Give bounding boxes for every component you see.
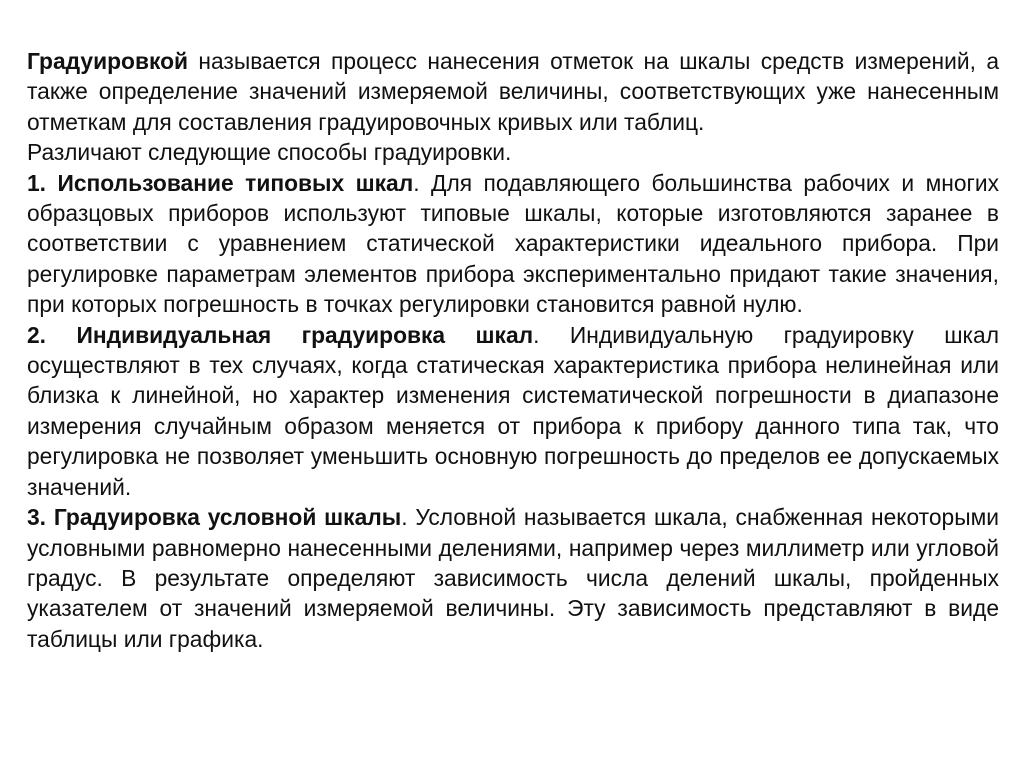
method-1-title: 1. Использование типовых шкал [27,169,414,196]
paragraph-text: . Условной называется шкала, снабженная некоторыми условными равномерно нанесенными делениями, например через миллиметр или угловой градус. В результате определяют зависимость числа делений шкалы, пройденных указателем от значений измеряемой величины. Эту зависимость представляют в виде таблицы или графика. [27,504,999,652]
method-2-title: 2. Индивидуальная градуировка шкал [27,321,534,348]
paragraph-text: . Для подавляющего большинства рабочих и многих образцовых приборов используют типовые шкалы, которые изготовляются заранее в соответствии с уравнением статической характеристики идеального прибора. При регулировке параметрам элементов прибора экспериментально придают такие значения, при которых погрешность в точках регулировки становится равной нулю. [27,169,999,318]
term-label: Градуировкой [27,48,189,74]
paragraph-text: . Индивидуальную градуировку шкал осуществляют в тех случаях, когда статическая характеристика прибора нелинейная или близка к линейной, но характер изменения систематической погрешности в диапазоне измерения случайным образом меняется от прибора к прибору данного типа так, что регулировка не позволяет уменьшить основную погрешность до пределов ее допускаемых значений. [27,321,999,500]
method-2-paragraph [27,320,999,502]
method-3-paragraph [27,502,999,654]
document-body [27,46,999,654]
intro-paragraph [27,137,999,167]
paragraph-text: называется процесс нанесения отметок на шкалы средств измерений, а также определение значений измеряемой величины, соответствующих уже нанесенным отметкам для составления градуировочных кривых или таблиц. [27,48,999,135]
definition-paragraph [27,46,999,137]
paragraph-text: Различают следующие способы градуировки. [27,139,512,166]
method-3-title: 3. Градуировка условной шкалы [27,504,402,531]
method-1-paragraph [27,168,999,320]
